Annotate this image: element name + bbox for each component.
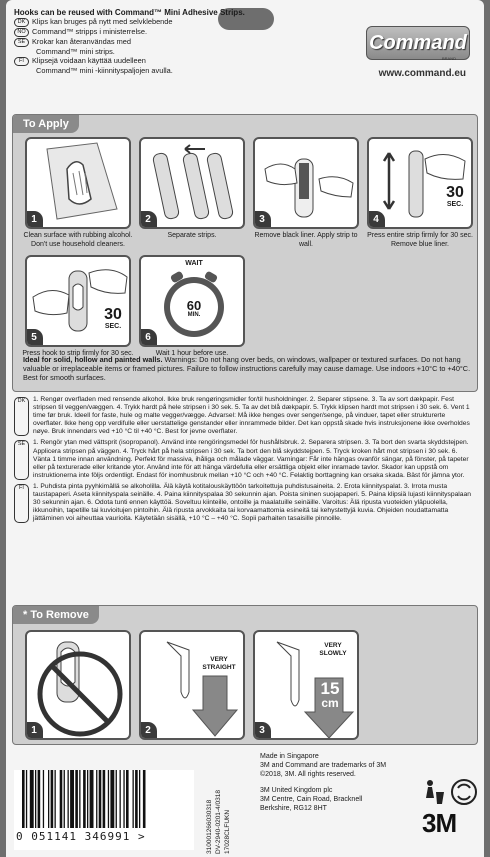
barcode-bar [83,770,86,828]
step-number: 5 [25,329,43,347]
barcode-bar [30,770,34,828]
barcode-bar [48,770,49,828]
step-caption: Press hook to strip firmly for 30 sec. [22,350,134,357]
barcode-bar [90,770,94,828]
barcode-bar [108,770,109,828]
remove-liner-icon [255,139,359,229]
barcode-bar [126,770,129,828]
website-url: www.command.eu [378,68,466,79]
language-block-fi: FI 1. Puhdista pinta pyyhkimällä se alkoholilla. Älä käytä kotitalouskäyttöön tarkoitettuja puhdistusaineita. 2. Erota kiinnityspalat. 3. Irrota musta taustapaperi. Aseta kiinnityspala seinälle. 4. Paina kiinnityspalaa 30 sekunnin ajan. Poista sininen suojapaperi. 5. Paina klipsiä lujasti kiinnityspalaan 30 sekunnin ajan. 6. Odota tunti ennen käyttöä. Soveltuu kiinteille, ontoille ja maalatuille seinäille. Varoitus: Älä ripusta vuoteiden yläpuolella, ikkunoihin, tapetille tai kuvioitujen pintoihin. Älä ripusta arvokkaita tai korvaamattomia esineitä tai kehystettyjä kuvia. Ohjeiden noudattamatta jättäminen voi aiheuttaa vaurioita. Käytetään sisällä, +10 °C – +40 °C. Sopii parhaiten tasaisille pinnoille. [14,483,476,523]
apply-step-4 [367,137,473,229]
header-line: DK Klips kan bruges på nytt med selvklebende [14,17,344,27]
legal-text: Made in Singapore 3M and Command are trademarks of 3M ©2018, 3M. All rights reserved. 3M United Kingdom plc 3M Centre, Cain Road, Bracknell Berkshire, RG12 8HT [260,753,387,813]
barcode-bar [51,770,54,828]
recycling-icons [420,778,480,806]
language-code-badge: SE [14,440,29,479]
press-hook-icon [27,257,131,347]
remove-step-1 [25,630,131,740]
step-caption: Clean surface with rubbing alcohol. Don't use household cleaners. [23,232,133,248]
step-number: 6 [139,329,157,347]
barcode-bar [43,770,44,828]
wait-label: WAIT [185,260,203,267]
apply-step-5 [25,255,131,347]
to-apply-title: To Apply [13,115,79,133]
barcode-bar [103,770,106,828]
barcode [14,770,194,850]
recycle-icon [452,780,476,804]
language-block-se: SE 1. Rengör ytan med vättsprit (isopropanol). Använd inte rengöringsmedel för hushållsbruk. 2. Separera stripsen. 3. Ta bort den svarta skyddstejpen. Applicera stripsen på väggen. 4. Tryck hårt på hela stripsen i 30 sek. Ta bort den blå skyddstejpen. 5. Tryck kroken hårt mot stripsen i 30 sek. 6. Vänta 1 timme innan användning. Perfekt för massiva, ihåliga och målade väggar. Varningar: Får inte hängas ovanför sängar, på fönster, på tapeter eller på texturerade eller kritande ytor. Använd inte för att hänga värdefulla eller ersättliga objekt eller inramade tavlor. Skador kan uppstå om instruktionerna inte följs ordentligt. Endast för inomhusbruk mellan +10 °C och +40 °C. Felaktig borttagning kan orsaka skada. Bäst för jämna ytor. [14,439,476,479]
barcode-bar [135,770,138,828]
header-line: Command™ mini strips. [36,47,115,57]
barcode-bar [68,770,69,828]
step-caption: Remove black liner. Apply strip to wall. [254,232,358,248]
barcode-bars [22,770,186,828]
apply-step-6 [139,255,245,347]
3m-logo: 3M [422,808,457,838]
language-code-badge: NO [14,28,29,37]
seconds-badge: 30 SEC. [446,184,464,208]
step-number: 3 [253,722,271,740]
language-code-badge: SE [14,38,29,47]
multilanguage-instructions [14,396,476,526]
seconds-badge: 30 SEC. [104,306,122,330]
command-logo: Command [366,26,470,60]
to-apply-panel [12,114,478,392]
step-number: 4 [367,211,385,229]
header-line-en: Hooks can be reused with Command™ Mini Adhesive Strips. [14,8,245,17]
apply-step-1 [25,137,131,229]
barcode-bar [35,770,36,828]
barcode-bar [133,770,134,828]
pull-straight-icon [141,632,245,740]
language-block-dk: DK 1. Rengør overfladen med rensende alkohol. Ikke bruk rengøringsmidler for/til husholdninger. 2. Separer stipsene. 3. Ta av sort dækpapir. Fest stripsen til veggen/væggen. 4. Trykk hardt på hele stripsen i 30 sek. 5. Ta av det blå dækpapir. 5. Trykk klipsen hardt mot stripsen i 30 sek. 6. Vent 1 time før bruk. Ideell for faste, hule og malte vegger/vægge. Advarsel: Må ikke henges over senger/senge, på vinduer, tapet eller strukturerte overflater. Ikke heng opp verdifulle eller uerstattelige genstander eller innrammede bilder. Det kan oppstå skade hvis instruksjonene ikke overholdes nøye. Bruk innendørs ved +10 °C til +40 °C. Best for jevne overflater. [14,396,476,436]
language-code-badge: FI [14,57,29,66]
barcode-bar [60,770,63,828]
step-number: 3 [253,211,271,229]
step-caption: Press entire strip firmly for 30 sec. Remove blue liner. [367,232,473,248]
barcode-bar [26,770,27,828]
wipe-surface-icon [27,139,131,229]
step-number: 2 [139,211,157,229]
barcode-bar [116,770,117,828]
step-caption: Wait 1 hour before use. [155,350,229,357]
barcode-bar [22,770,25,828]
language-code-badge: DK [14,18,29,27]
vertical-code: DV-2940-0201-4/0318 [215,790,222,854]
barcode-bar [70,770,74,828]
remove-step-2 [139,630,245,740]
barcode-bar [96,770,97,828]
language-code-badge: DK [14,397,29,436]
separate-strips-icon [141,139,245,229]
step-caption: Separate strips. [167,232,217,239]
barcode-bar [79,770,80,828]
tidy-man-icon [426,780,444,804]
barcode-bar [87,770,88,828]
step-number: 2 [139,722,157,740]
header-line: FI Klipsejä voidaan käyttää uudelleen [14,56,344,66]
reuse-header [14,8,344,76]
barcode-bar [123,770,124,828]
step-number: 1 [25,211,43,229]
barcode-bar [99,770,102,828]
distance-badge: 15 cm [320,679,340,710]
logo-brand-sub: BRAND [441,56,456,61]
barcode-bar [64,770,65,828]
to-remove-panel [12,605,478,745]
to-remove-title: * To Remove [13,606,99,624]
header-line: NO Command™ stripps i ministerrelse. [14,27,344,37]
barcode-bar [75,770,78,828]
header-line: Command™ mini -kiinnityspaljojen avulla. [36,66,173,76]
warning-text: Ideal for solid, hollow and painted walls. Warnings: Do not hang over beds, on windows, wallpaper or textured surfaces. Do not hang valuable or irreplaceable items or framed pictures. Failure to follow instructions carefully may cause damage. Use indoors +10°C to +40°C. Best for smooth surfaces. [23,355,471,382]
footer [6,752,484,857]
language-code-badge: FI [14,484,29,523]
barcode-bar [38,770,41,828]
barcode-bar [139,770,140,828]
vertical-code: 310001266030318 [206,799,213,854]
vertical-code: 17028CLFUKN [224,809,231,854]
barcode-bar [110,770,114,828]
pull-off-hook-icon [27,632,131,740]
apply-step-2 [139,137,245,229]
barcode-bar [143,770,146,828]
apply-step-3 [253,137,359,229]
barcode-bar [55,770,56,828]
vertical-codes [206,768,246,854]
barcode-digits: 0 051141 346991 > [16,830,146,843]
minutes-badge: 60 MIN. [186,298,202,318]
step-number: 1 [25,722,43,740]
remove-step-3 [253,630,359,740]
very-slowly-label: VERY SLOWLY [319,642,347,657]
package-back [6,0,484,857]
header-line: SE Krokar kan återanvändas med [14,37,344,47]
very-straight-label: VERY STRAIGHT [202,656,236,671]
barcode-bar [120,770,121,828]
